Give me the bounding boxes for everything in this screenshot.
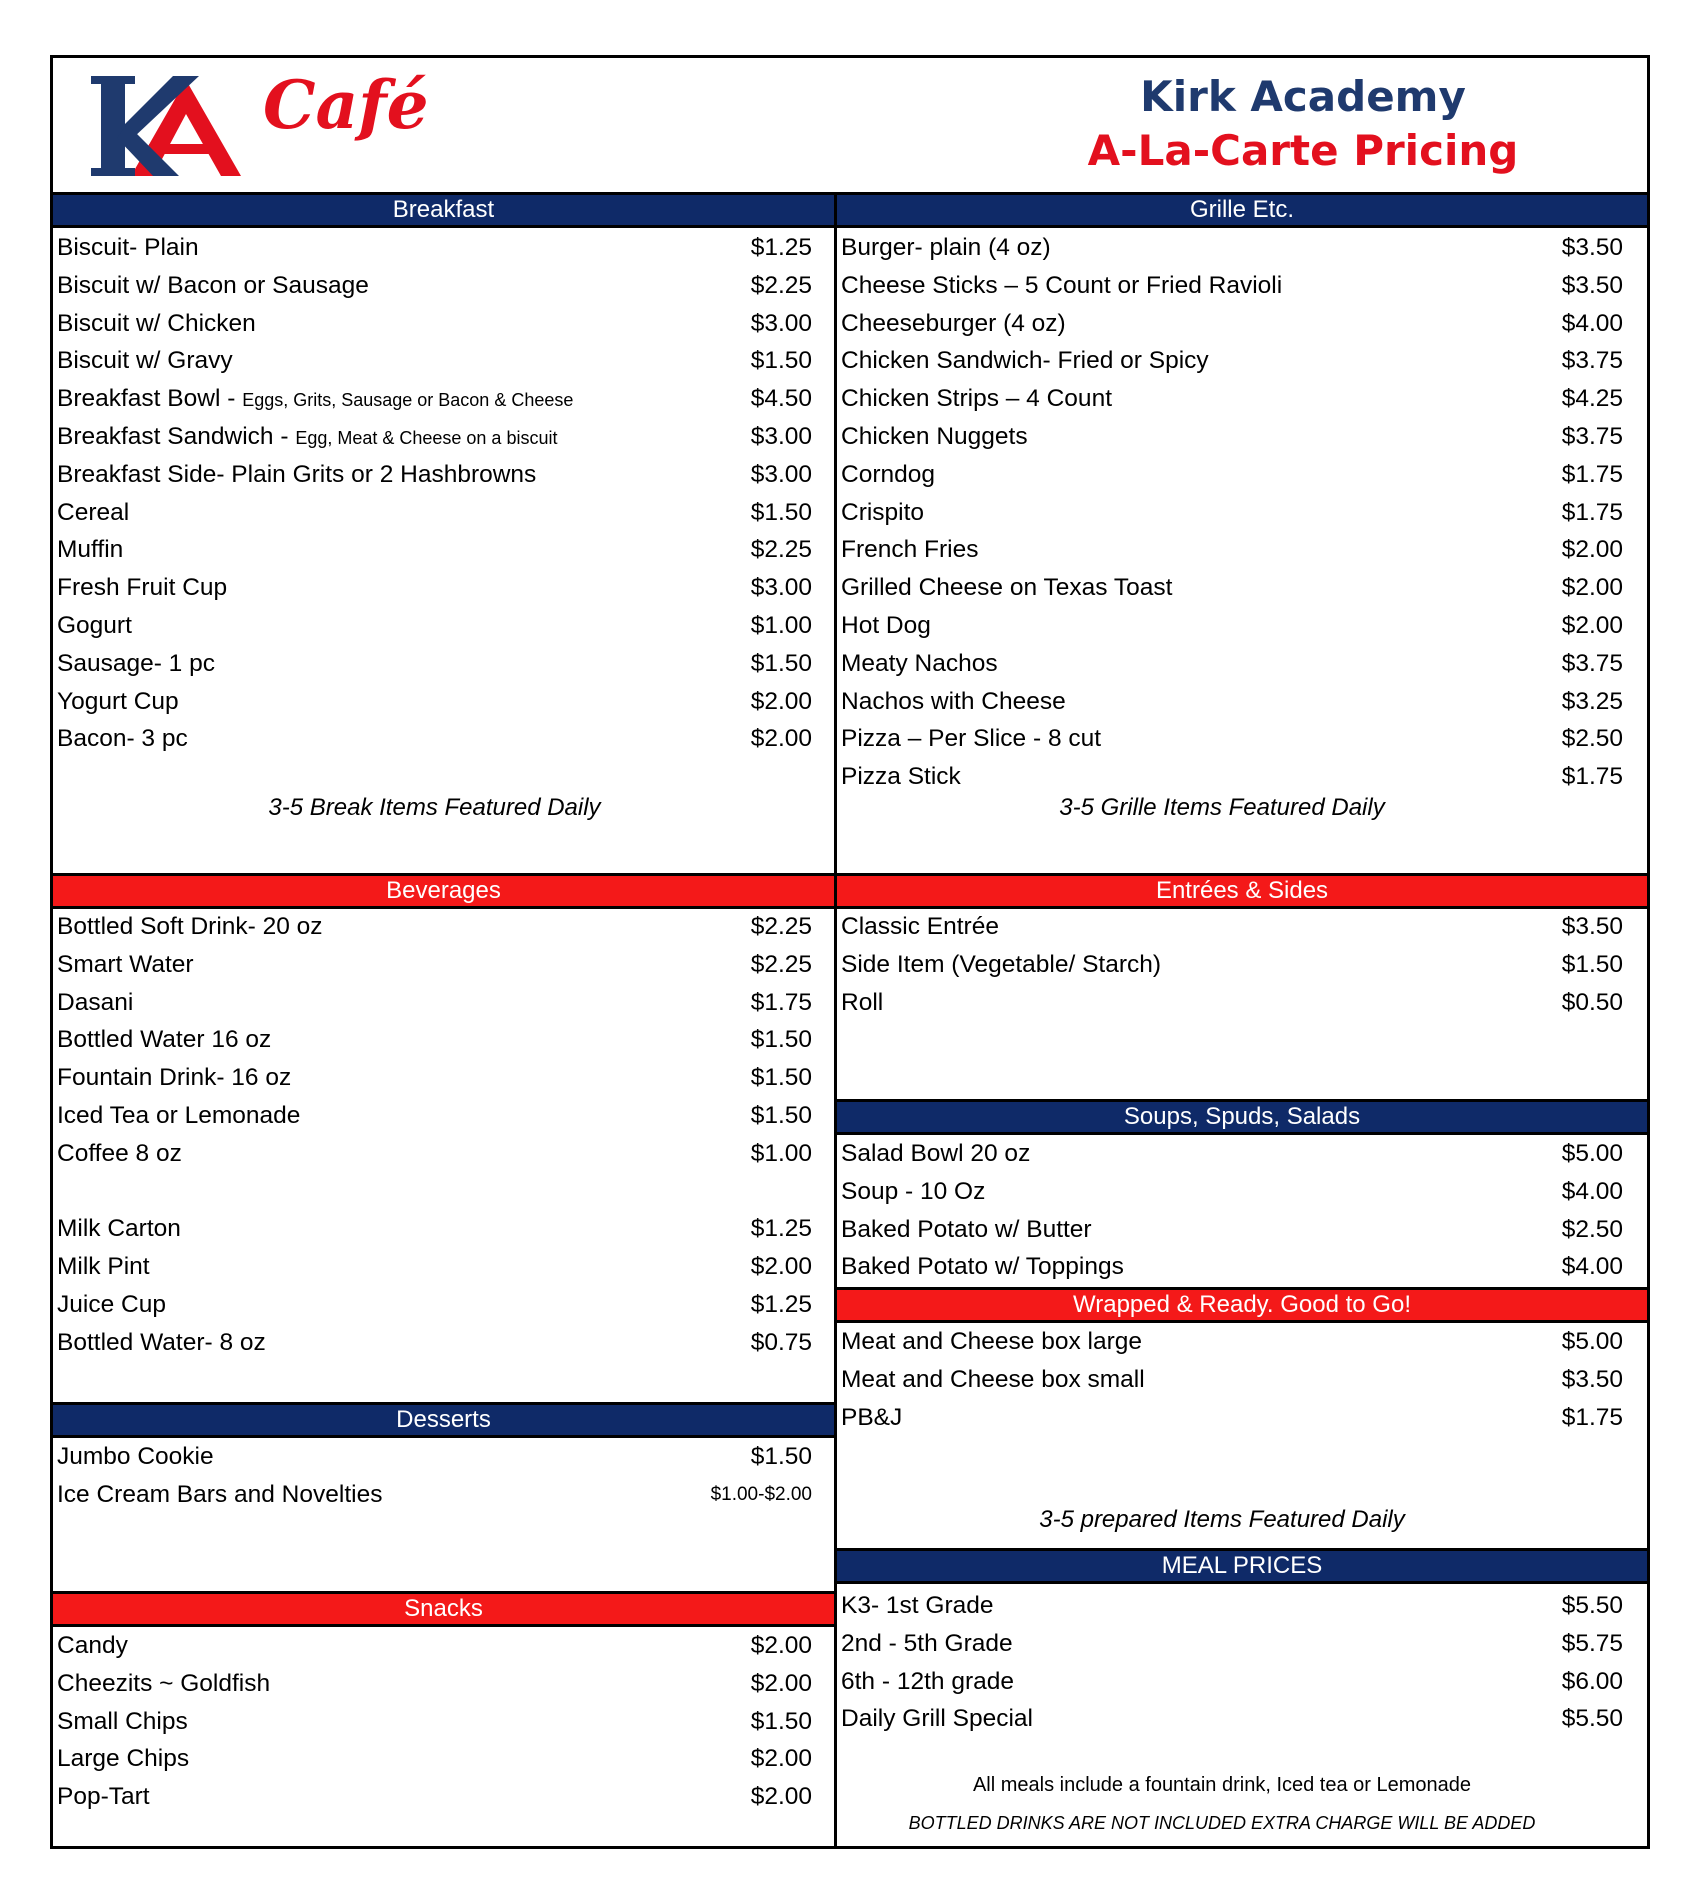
- menu-item-name: [841, 305, 1066, 343]
- menu-item-price: $1.50: [750, 1443, 812, 1470]
- menu-item-row: [57, 683, 812, 721]
- menu-item-name: [57, 1286, 166, 1324]
- menu-item-name-text: Yogurt Cup: [57, 687, 179, 715]
- menu-item-name-text: Large Chips: [57, 1745, 190, 1773]
- menu-item-price: $3.50: [1561, 234, 1623, 261]
- menu-item-name: [841, 1399, 902, 1437]
- menu-item-price: $4.00: [1561, 1177, 1623, 1205]
- menu-item-row: [841, 720, 1623, 758]
- menu-item-name: [57, 645, 215, 683]
- menu-item-name: [841, 1587, 994, 1625]
- menu-item-price: $4.00: [1561, 1253, 1623, 1281]
- menu-item-price: $2.00: [750, 1253, 812, 1281]
- menu-item-price: $1.75: [1561, 763, 1623, 791]
- menu-item-name-text: 2nd - 5th Grade: [841, 1629, 1013, 1657]
- menu-item-name-text: PB&J: [841, 1403, 903, 1431]
- breakfast-featured: 3-5 Break Items Featured Daily: [268, 794, 601, 821]
- menu-item-row: [841, 380, 1623, 418]
- menu-item-price: $1.25: [750, 1215, 812, 1243]
- menu-item-price: $1.75: [1561, 498, 1623, 526]
- menu-item-price: $1.25: [750, 234, 812, 261]
- menu-item-name-text: Pizza Stick: [841, 763, 961, 791]
- menu-item-row: [57, 1778, 812, 1816]
- menu-item-price: $4.00: [1561, 309, 1623, 337]
- cafe-wordmark: Café: [263, 66, 429, 144]
- grille-featured: 3-5 Grille Items Featured Daily: [1059, 794, 1385, 821]
- menu-item-name: [841, 1211, 1092, 1249]
- menu-item-name-text: Breakfast Bowl -: [57, 385, 243, 413]
- menu-item-name: [57, 607, 132, 645]
- menu-item-price: $5.50: [1561, 1705, 1623, 1733]
- menu-item-price: $1.75: [750, 988, 812, 1016]
- bottled-drinks-note: BOTTLED DRINKS ARE NOT INCLUDED EXTRA CHARGE WILL BE ADDED: [908, 1813, 1536, 1833]
- menu-item-price: $2.25: [750, 913, 812, 940]
- column-divider: [834, 192, 837, 1849]
- menu-item-name: [841, 229, 1051, 267]
- menu-item-name: [57, 683, 179, 721]
- menu-item-row: [841, 418, 1623, 456]
- menu-item-price: $0.75: [750, 1328, 812, 1356]
- menu-item-price: $1.50: [1561, 950, 1623, 978]
- menu-item-price: $2.50: [1561, 1215, 1623, 1243]
- menu-item-price: $5.75: [1561, 1629, 1623, 1657]
- menu-item-name-text: Cheeseburger (4 oz): [841, 309, 1066, 337]
- menu-item-row: [57, 531, 812, 569]
- page-title: Kirk Academy: [1140, 72, 1466, 121]
- menu-item-row: [841, 531, 1623, 569]
- menu-item-row: [57, 1286, 812, 1324]
- menu-item-name-text: Grilled Cheese on Texas Toast: [841, 574, 1173, 602]
- menu-item-name: [57, 1476, 382, 1514]
- menu-item-name-text: Side Item (Vegetable/ Starch): [841, 950, 1162, 978]
- menu-item-name: [841, 908, 999, 946]
- menu-item-row: [841, 683, 1623, 721]
- menu-item-row: [841, 1211, 1623, 1249]
- snacks-list: [57, 1627, 812, 1816]
- menu-item-row: [841, 645, 1623, 683]
- menu-item-note: Egg, Meat & Cheese on a biscuit: [295, 427, 558, 448]
- menu-item-price: $5.00: [1561, 1140, 1623, 1167]
- menu-item-name-text: Salad Bowl 20 oz: [841, 1140, 1031, 1167]
- menu-item-row: [841, 984, 1623, 1022]
- menu-item-name: [57, 418, 557, 458]
- menu-item-row: [841, 569, 1623, 607]
- menu-item-price: $1.75: [1561, 460, 1623, 488]
- menu-item-name: [57, 1021, 271, 1059]
- menu-item-name-text: Cheese Sticks – 5 Count or Fried Ravioli: [841, 271, 1283, 299]
- menu-item-price: $2.00: [750, 1669, 812, 1697]
- menu-item-name-text: Roll: [841, 988, 884, 1016]
- menu-item-price: $1.75: [1561, 1403, 1623, 1431]
- menu-sheet: [50, 55, 1650, 1849]
- menu-item-name-text: Breakfast Side- Plain Grits or 2 Hashbrowns: [57, 460, 537, 488]
- menu-item-name: [841, 342, 1209, 380]
- menu-item-row: [57, 946, 812, 984]
- menu-item-name: [57, 1740, 189, 1778]
- menu-item-price: $1.50: [750, 1026, 812, 1054]
- menu-item-price: $2.00: [1561, 611, 1623, 639]
- wrapped-featured: 3-5 prepared Items Featured Daily: [1039, 1506, 1405, 1533]
- menu-item-price: $2.00: [1561, 536, 1623, 564]
- menu-item-name: [57, 946, 194, 984]
- menu-item-row: [57, 1248, 812, 1286]
- menu-item-price: $1.25: [750, 1290, 812, 1318]
- menu-item-price: $1.00: [750, 1139, 812, 1167]
- menu-item-name: [841, 984, 883, 1022]
- menu-item-price: $5.00: [1561, 1328, 1623, 1355]
- menu-item-name: [57, 720, 188, 758]
- menu-item-name-text: Smart Water: [57, 950, 194, 978]
- menu-item-name-text: Crispito: [841, 498, 925, 526]
- menu-item-name: [841, 1135, 1030, 1173]
- menu-item-row: [841, 342, 1623, 380]
- menu-item-row: [57, 342, 812, 380]
- menu-item-row: [841, 1323, 1623, 1361]
- menu-item-name: [841, 380, 1112, 418]
- menu-item-name-text: Ice Cream Bars and Novelties: [57, 1480, 383, 1508]
- menu-item-name: [57, 1059, 291, 1097]
- menu-item-row: [841, 1248, 1623, 1286]
- menu-item-name-text: Biscuit w/ Bacon or Sausage: [57, 271, 369, 299]
- menu-item-price: $0.50: [1561, 988, 1623, 1016]
- menu-item-name: [57, 984, 133, 1022]
- spacer: [57, 1173, 812, 1211]
- menu-item-name: [57, 456, 536, 494]
- menu-item-name: [841, 531, 979, 569]
- menu-item-name-text: Candy: [57, 1632, 128, 1659]
- menu-item-name-text: Bacon- 3 pc: [57, 725, 188, 753]
- menu-item-price: $1.50: [750, 498, 812, 526]
- menu-item-row: [841, 946, 1623, 984]
- menu-item-price: $3.75: [1561, 649, 1623, 677]
- menu-item-price: $3.75: [1561, 422, 1623, 450]
- menu-item-name-text: Pizza – Per Slice - 8 cut: [841, 725, 1102, 753]
- menu-item-row: [841, 1700, 1623, 1738]
- menu-item-name: [841, 946, 1161, 984]
- menu-item-name: [57, 1627, 128, 1665]
- menu-item-name: [841, 569, 1172, 607]
- menu-item-name: [57, 305, 256, 343]
- menu-item-name-text: Fresh Fruit Cup: [57, 574, 228, 602]
- menu-item-name: [57, 229, 199, 267]
- menu-item-price: $2.00: [1561, 574, 1623, 602]
- menu-item-row: [57, 1097, 812, 1135]
- menu-item-price: $3.00: [750, 309, 812, 337]
- menu-item-row: [57, 1021, 812, 1059]
- menu-item-price: $2.00: [750, 725, 812, 753]
- menu-item-name-text: Meat and Cheese box large: [841, 1328, 1142, 1355]
- wrapped-list: [841, 1323, 1623, 1436]
- menu-item-name: [57, 267, 369, 305]
- beverages-header: Beverages: [53, 873, 834, 909]
- menu-item-row: [841, 494, 1623, 532]
- snacks-header: Snacks: [53, 1591, 834, 1627]
- menu-item-row: [57, 1324, 812, 1362]
- soups-list: [841, 1135, 1623, 1286]
- menu-item-row: [57, 984, 812, 1022]
- menu-item-name: [841, 1625, 1013, 1663]
- menu-item-price: $5.50: [1561, 1592, 1623, 1619]
- menu-item-price: $3.50: [1561, 913, 1623, 940]
- menu-item-name: [841, 683, 1066, 721]
- menu-item-price: $3.00: [750, 460, 812, 488]
- menu-item-row: [57, 380, 812, 418]
- menu-item-note: Eggs, Grits, Sausage or Bacon & Cheese: [242, 390, 574, 411]
- menu-item-price: $1.50: [750, 1064, 812, 1092]
- menu-item-row: [57, 229, 812, 267]
- desserts-header: Desserts: [53, 1402, 834, 1438]
- menu-item-row: [57, 1135, 812, 1173]
- menu-item-row: [57, 1665, 812, 1703]
- menu-item-name: [57, 1324, 266, 1362]
- menu-item-name: [841, 758, 961, 796]
- menu-item-name-text: Milk Carton: [57, 1215, 181, 1243]
- menu-item-name-text: Jumbo Cookie: [57, 1443, 214, 1470]
- menu-item-name: [57, 1703, 188, 1741]
- menu-item-price: $3.75: [1561, 347, 1623, 375]
- menu-item-row: [57, 1740, 812, 1778]
- menu-item-name: [57, 569, 227, 607]
- menu-item-name: [57, 380, 573, 420]
- menu-item-name-text: Small Chips: [57, 1707, 188, 1735]
- entrees-list: [841, 908, 1623, 1021]
- menu-item-name: [57, 531, 123, 569]
- menu-item-name: [841, 418, 1028, 456]
- menu-item-row: [57, 1438, 812, 1476]
- menu-item-row: [57, 569, 812, 607]
- menu-item-name-text: Biscuit w/ Chicken: [57, 309, 256, 337]
- desserts-list: [57, 1438, 812, 1514]
- menu-item-row: [57, 607, 812, 645]
- menu-item-price: $4.50: [750, 385, 812, 413]
- menu-item-row: [841, 305, 1623, 343]
- menu-item-name: [57, 1210, 181, 1248]
- menu-item-name: [841, 1173, 985, 1211]
- menu-item-price: $4.25: [1561, 385, 1623, 413]
- menu-item-name: [841, 607, 931, 645]
- menu-item-price: $3.50: [1561, 1365, 1623, 1393]
- wrapped-header: Wrapped & Ready. Good to Go!: [837, 1287, 1647, 1323]
- menu-item-name: [841, 494, 924, 532]
- menu-item-row: [841, 1361, 1623, 1399]
- menu-item-price: $1.00: [750, 611, 812, 639]
- menu-item-name-text: Chicken Sandwich- Fried or Spicy: [841, 347, 1209, 375]
- menu-item-name-text: Bottled Water 16 oz: [57, 1026, 272, 1054]
- menu-item-name: [57, 342, 233, 380]
- menu-item-row: [841, 267, 1623, 305]
- menu-item-price: $2.50: [1561, 725, 1623, 753]
- menu-item-row: [57, 305, 812, 343]
- menu-item-name: [841, 1248, 1124, 1286]
- menu-item-price: $2.00: [750, 1632, 812, 1659]
- menu-item-price: $3.00: [750, 574, 812, 602]
- menu-item-price: $1.50: [750, 347, 812, 375]
- menu-item-row: [57, 267, 812, 305]
- entrees-header: Entrées & Sides: [837, 873, 1647, 909]
- menu-item-name-text: Coffee 8 oz: [57, 1139, 182, 1167]
- grille-list: [841, 229, 1623, 796]
- menu-item-name: [57, 1438, 214, 1476]
- menu-item-name: [57, 908, 323, 946]
- menu-item-price: $2.00: [750, 1745, 812, 1773]
- breakfast-list: [57, 229, 812, 758]
- menu-item-row: [841, 229, 1623, 267]
- menu-item-name-text: Meat and Cheese box small: [841, 1365, 1145, 1393]
- menu-item-name-text: Milk Pint: [57, 1253, 150, 1281]
- menu-item-name-text: Sausage- 1 pc: [57, 649, 215, 677]
- menu-item-name-text: Biscuit- Plain: [57, 234, 199, 261]
- meals-header: MEAL PRICES: [837, 1548, 1647, 1584]
- menu-item-name-text: Hot Dog: [841, 611, 931, 639]
- menu-item-name: [57, 1778, 150, 1816]
- menu-item-row: [841, 456, 1623, 494]
- menu-item-row: [57, 418, 812, 456]
- menu-item-price: $3.25: [1561, 687, 1623, 715]
- menu-item-price: $2.25: [750, 950, 812, 978]
- menu-item-price: $1.50: [750, 1101, 812, 1129]
- menu-item-name-text: Fountain Drink- 16 oz: [57, 1064, 292, 1092]
- menu-item-price: $2.00: [750, 687, 812, 715]
- menu-item-price: $1.50: [750, 1707, 812, 1735]
- menu-item-row: [841, 1173, 1623, 1211]
- menu-item-row: [841, 607, 1623, 645]
- menu-item-row: [57, 1059, 812, 1097]
- menu-item-name-text: Dasani: [57, 988, 134, 1016]
- menu-item-row: [841, 1587, 1623, 1625]
- menu-item-row: [841, 1135, 1623, 1173]
- menu-item-name-text: Classic Entrée: [841, 913, 999, 940]
- menu-item-name-text: Juice Cup: [57, 1290, 166, 1318]
- menu-item-row: [57, 908, 812, 946]
- menu-item-name: [57, 1248, 150, 1286]
- menu-item-name-text: Chicken Nuggets: [841, 422, 1028, 450]
- menu-item-name-text: K3- 1st Grade: [841, 1592, 994, 1619]
- menu-item-name-text: French Fries: [841, 536, 979, 564]
- menu-item-name-text: Biscuit w/ Gravy: [57, 347, 233, 375]
- menu-item-name-text: Baked Potato w/ Butter: [841, 1215, 1092, 1243]
- menu-item-price: $3.50: [1561, 271, 1623, 299]
- menu-item-name-text: Iced Tea or Lemonade: [57, 1101, 301, 1129]
- menu-item-name: [841, 720, 1101, 758]
- menu-item-price: $2.25: [750, 271, 812, 299]
- menu-item-name: [841, 456, 935, 494]
- soups-header: Soups, Spuds, Salads: [837, 1099, 1647, 1135]
- menu-item-name: [57, 494, 129, 532]
- menu-item-name: [841, 1323, 1142, 1361]
- menu-item-name-text: 6th - 12th grade: [841, 1667, 1014, 1695]
- menu-item-row: [57, 494, 812, 532]
- menu-item-price: $2.00: [750, 1783, 812, 1811]
- menu-item-row: [57, 456, 812, 494]
- menu-item-row: [57, 1476, 812, 1514]
- menu-item-row: [57, 720, 812, 758]
- page-subtitle: A-La-Carte Pricing: [1087, 126, 1519, 175]
- meals-note: All meals include a fountain drink, Iced tea or Lemonade: [972, 1774, 1472, 1796]
- menu-item-name-text: Breakfast Sandwich -: [57, 422, 296, 450]
- menu-item-name: [841, 1663, 1014, 1701]
- menu-item-name: [841, 1361, 1145, 1399]
- menu-item-row: [841, 908, 1623, 946]
- meals-list: [841, 1587, 1623, 1738]
- menu-item-row: [57, 1703, 812, 1741]
- beverages-list: [57, 908, 812, 1362]
- menu-item-name-text: Gogurt: [57, 611, 132, 639]
- menu-item-row: [57, 1210, 812, 1248]
- menu-item-name-text: Meaty Nachos: [841, 649, 998, 677]
- menu-item-name-text: Nachos with Cheese: [841, 687, 1066, 715]
- menu-item-name-text: Cereal: [57, 498, 130, 526]
- menu-item-name: [841, 645, 998, 683]
- menu-item-name: [57, 1135, 182, 1173]
- menu-item-name-text: Muffin: [57, 536, 124, 564]
- menu-item-name-text: Burger- plain (4 oz): [841, 234, 1051, 261]
- menu-item-row: [57, 1627, 812, 1665]
- menu-item-name-text: Soup - 10 Oz: [841, 1177, 986, 1205]
- header: [53, 58, 1647, 192]
- menu-item-name: [841, 1700, 1033, 1738]
- menu-item-name: [57, 1665, 270, 1703]
- menu-item-name-text: Bottled Water- 8 oz: [57, 1328, 266, 1356]
- menu-item-name-text: Corndog: [841, 460, 935, 488]
- menu-item-row: [841, 1399, 1623, 1437]
- menu-item-name: [841, 267, 1282, 305]
- menu-item-price: $1.00-$2.00: [710, 1483, 812, 1505]
- menu-item-name-text: Cheezits ~ Goldfish: [57, 1669, 271, 1697]
- menu-item-row: [841, 758, 1623, 796]
- menu-item-price: $2.25: [750, 536, 812, 564]
- grille-header: Grille Etc.: [837, 192, 1647, 228]
- menu-item-name: [57, 1097, 300, 1135]
- menu-item-price: $1.50: [750, 649, 812, 677]
- menu-item-name-text: Pop-Tart: [57, 1783, 150, 1811]
- menu-item-price: $6.00: [1561, 1667, 1623, 1695]
- menu-item-name-text: Baked Potato w/ Toppings: [841, 1253, 1124, 1281]
- menu-item-row: [841, 1625, 1623, 1663]
- menu-item-row: [57, 645, 812, 683]
- breakfast-header: Breakfast: [53, 192, 834, 228]
- menu-item-name-text: Daily Grill Special: [841, 1705, 1033, 1733]
- menu-item-name-text: Chicken Strips – 4 Count: [841, 385, 1112, 413]
- menu-item-row: [841, 1663, 1623, 1701]
- menu-item-price: $3.00: [750, 422, 812, 450]
- menu-item-name-text: Bottled Soft Drink- 20 oz: [57, 913, 323, 940]
